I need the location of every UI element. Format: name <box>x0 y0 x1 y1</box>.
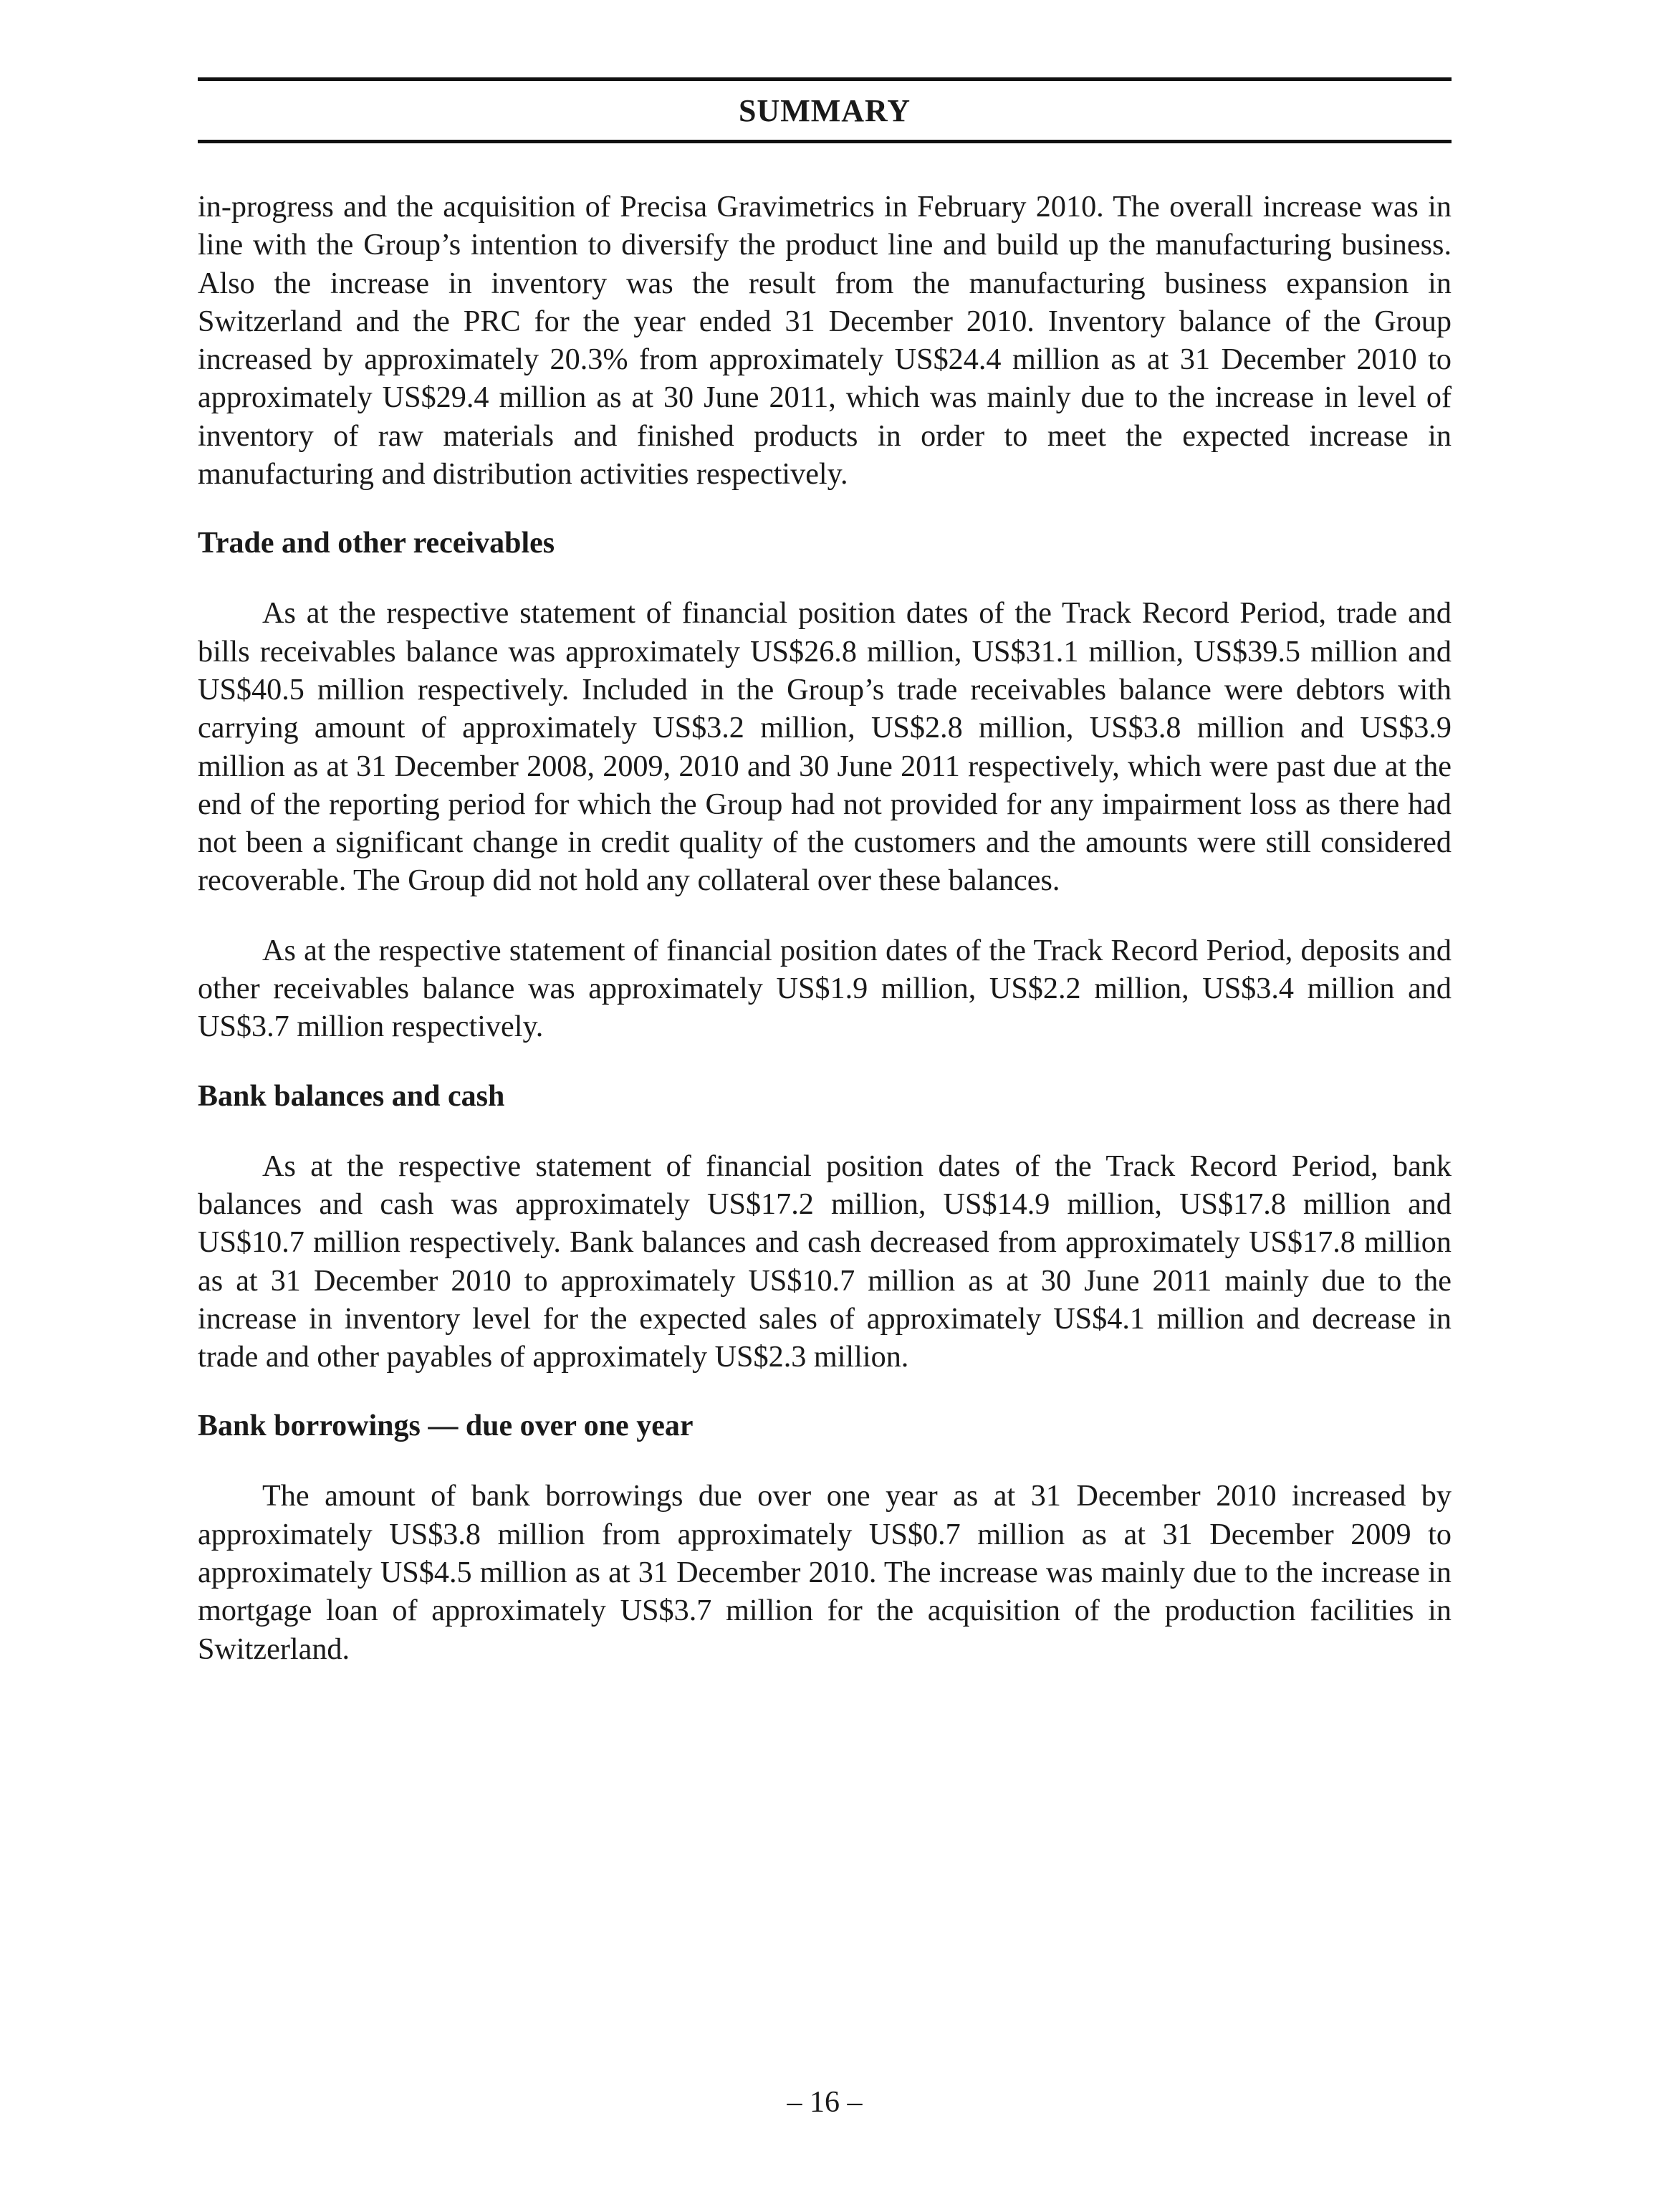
page-title: SUMMARY <box>738 93 911 128</box>
header-top-rule <box>198 77 1452 81</box>
section-heading-bank-balances: Bank balances and cash <box>198 1079 505 1113</box>
document-page <box>198 0 1452 2212</box>
paragraph-inventory-continued: in-progress and the acquisition of Precisa Gravimetrics in February 2010. The overall increase was in line with the Group’s intention to diversify the product line and build up the manufacturing business. Also the increase in inventory was the result from the manufacturing business expansion in Switzerland and the PRC for the year ended 31 December 2010. Inventory balance of the Group increased by approximately 20.3% from approximately US$24.4 million as at 31 December 2010 to approximately US$29.4 million as at 30 June 2011, which was mainly due to the increase in level of inventory of raw materials and finished products in order to meet the expected increase in manufacturing and distribution activities respectively. <box>198 190 1452 492</box>
section-heading-trade-receivables: Trade and other receivables <box>198 527 555 560</box>
section-heading-bank-borrowings: Bank borrowings — due over one year <box>198 1409 694 1443</box>
paragraph-deposits-receivables: As at the respective statement of financial position dates of the Track Record Period, deposits and other receivables balance was approximately US$1.9 million, US$2.2 million, US$3.4 million and US$3.7 million respectively. <box>198 933 1452 1044</box>
paragraph-trade-receivables: As at the respective statement of financial position dates of the Track Record Period, trade and bills receivables balance was approximately US$26.8 million, US$31.1 million, US$39.5 million and US$40.5 million respectively. Included in the Group’s trade receivables balance were debtors with carrying amount of approximately US$3.2 million, US$2.8 million, US$3.8 million and US$3.9 million as at 31 December 2008, 2009, 2010 and 30 June 2011 respectively, which were past due at the end of the reporting period for which the Group had not provided for any impairment loss as there had not been a significant change in credit quality of the customers and the amounts were still considered recoverable. The Group did not hold any collateral over these balances. <box>198 596 1452 898</box>
page-body <box>198 188 1452 1700</box>
header-bottom-rule <box>198 140 1452 143</box>
page-header <box>198 77 1452 143</box>
paragraph-bank-borrowings: The amount of bank borrowings due over one year as at 31 December 2010 increased by approximately US$3.8 million from approximately US$0.7 million as at 31 December 2009 to approximately US$4.5 million as at 31 December 2010. The increase was mainly due to the increase in mortgage loan of approximately US$3.7 million for the acquisition of the production facilities in Switzerland. <box>198 1479 1452 1666</box>
page-number: – 16 – <box>787 2086 863 2119</box>
paragraph-bank-balances: As at the respective statement of financial position dates of the Track Record Period, bank balances and cash was approximately US$17.2 million, US$14.9 million, US$17.8 million and US$10.7 million respectively. Bank balances and cash decreased from approximately US$17.8 million as at 31 December 2010 to approximately US$10.7 million as at 30 June 2011 mainly due to the increase in inventory level for the expected sales of approximately US$4.1 million and decrease in trade and other payables of approximately US$2.3 million. <box>198 1149 1452 1374</box>
